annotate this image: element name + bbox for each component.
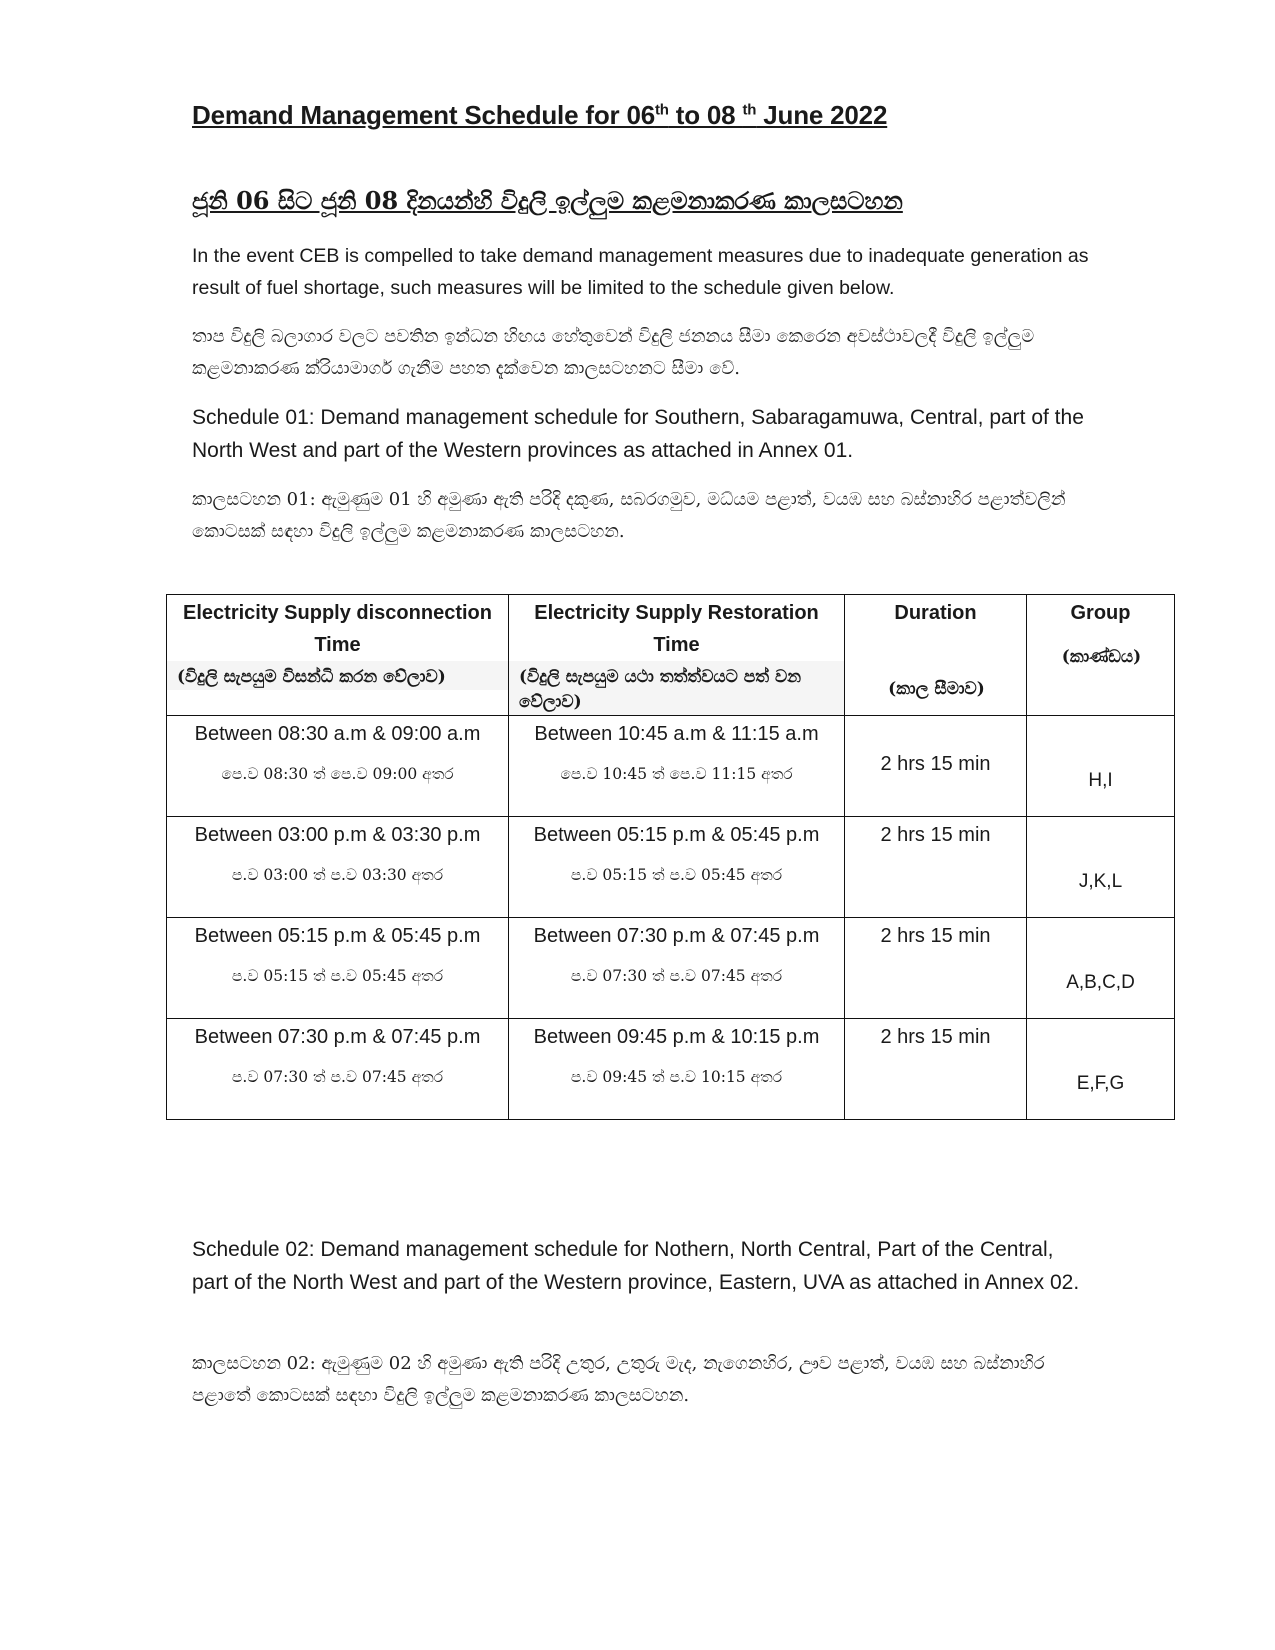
disconnection-time-cell: Between 08:30 a.m & 09:00 a.m පෙ.ව 08:30 ත් පෙ.ව 09:00 අතර: [167, 716, 509, 817]
intro-paragraph-sinhala: තාප විදුලි බලාගාර වලට පවතින ඉන්ධන හිඟය හේතුවෙන් විදුලි ජනනය සීමා කෙරෙන අවස්ථාවලදී විදුලි ඉල්ලුම කළමනාකරණ ක්රියාමාර්ග ගැනීම පහත දැක්වෙන කාලසටහනට සීමා වේ.: [192, 326, 1035, 379]
header-duration: Duration (කාල සීමාව): [845, 595, 1027, 716]
schedule-table: [166, 594, 1175, 1120]
duration-cell: 2 hrs 15 min: [845, 918, 1027, 1019]
schedule-01-description: Schedule 01: Demand management schedule for Southern, Sabaragamuwa, Central, part of the North West and part of the Western provinces as attached in Annex 01.: [192, 406, 1084, 462]
intro-paragraph: In the event CEB is compelled to take demand management measures due to inadequate generation as result of fuel shortage, such measures will be limited to the schedule given below.: [192, 245, 1089, 299]
table-row: [167, 716, 1175, 817]
restoration-time-cell: Between 10:45 a.m & 11:15 a.m පෙ.ව 10:45 ත් පෙ.ව 11:15 අතර: [509, 716, 845, 817]
duration-cell: 2 hrs 15 min: [845, 716, 1027, 817]
restoration-time-cell: Between 09:45 p.m & 10:15 p.m ප.ව 09:45 ත් ප.ව 10:15 අතර: [509, 1019, 845, 1120]
duration-cell: 2 hrs 15 min: [845, 817, 1027, 918]
document-title: Demand Management Schedule for 06th to 08 $^{th}$ June 2022: [192, 100, 888, 130]
table-row: [167, 817, 1175, 918]
group-cell: A,B,C,D: [1027, 918, 1175, 1019]
disconnection-time-cell: Between 05:15 p.m & 05:45 p.m ප.ව 05:15 ත් ප.ව 05:45 අතර: [167, 918, 509, 1019]
group-cell: H,I: [1027, 716, 1175, 817]
schedule-01-description-sinhala: කාලසටහන 01: ඇමුණුම 01 හි අමුණා ඇති පරිදි දකුණ, සබරගමුව, මධ්යම පළාත්, වයඹ සහ බස්නාහිර පළාත්වලින් කොටසක් සඳහා විදුලි ඉල්ලුම කළමනාකරණ කාලසටහන.: [192, 489, 1066, 542]
restoration-time-cell: Between 07:30 p.m & 07:45 p.m ප.ව 07:30 ත් ප.ව 07:45 අතර: [509, 918, 845, 1019]
table-row: [167, 1019, 1175, 1120]
group-cell: J,K,L: [1027, 817, 1175, 918]
table-header-row: [167, 595, 1175, 716]
sinhala-title: ජූනි 06 සිට ජූනි 08 දිනයන්හි විදුලි ඉල්ලුම කළමනාකරණ කාලසටහන: [192, 186, 903, 215]
schedule-02-description: Schedule 02: Demand management schedule for Nothern, North Central, Part of the Central, part of the North West and part of the Western province, Eastern, UVA as attached in Annex 02.: [192, 1238, 1080, 1294]
group-cell: E,F,G: [1027, 1019, 1175, 1120]
schedule-02-description-sinhala: කාලසටහන 02: ඇමුණුම 02 හි අමුණා ඇති පරිදි උතුර, උතුරු මැද, නැගෙනහිර, ඌව පළාත්, වයඹ සහ බස්නාහිර පළාතේ කොටසක් සඳහා විදුලි ඉල්ලුම කළමනාකරණ කාලසටහන.: [192, 1353, 1045, 1406]
header-group: Group (කාණ්ඩය): [1027, 595, 1175, 716]
restoration-time-cell: Between 05:15 p.m & 05:45 p.m ප.ව 05:15 ත් ප.ව 05:45 අතර: [509, 817, 845, 918]
duration-cell: 2 hrs 15 min: [845, 1019, 1027, 1120]
header-restoration-time: Electricity Supply Restoration Time (විදුලි සැපයුම යථා තත්ත්වයට පත් වන වේලාව): [509, 595, 845, 716]
disconnection-time-cell: Between 07:30 p.m & 07:45 p.m ප.ව 07:30 ත් ප.ව 07:45 අතර: [167, 1019, 509, 1120]
header-disconnection-time: Electricity Supply disconnection Time (විදුලි සැපයුම විසන්ධි කරන වේලාව): [167, 595, 509, 716]
table-row: [167, 918, 1175, 1019]
disconnection-time-cell: Between 03:00 p.m & 03:30 p.m ප.ව 03:00 ත් ප.ව 03:30 අතර: [167, 817, 509, 918]
